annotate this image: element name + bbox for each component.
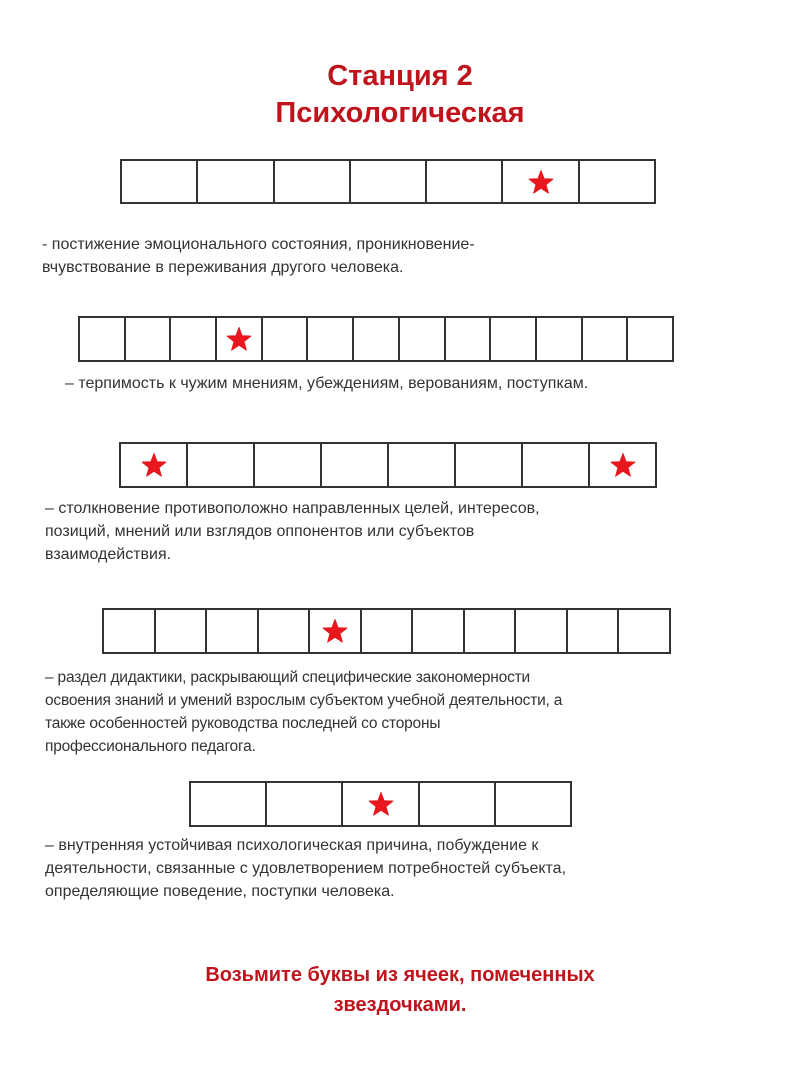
definition-3	[45, 497, 540, 566]
star-shape	[529, 170, 553, 193]
letter-cell[interactable]	[580, 161, 656, 202]
definition-line: – столкновение противоположно направленных целей, интересов,	[45, 500, 540, 517]
letter-cell[interactable]	[427, 161, 503, 202]
letter-cell-starred[interactable]	[343, 783, 419, 825]
letter-cell[interactable]	[259, 610, 311, 652]
letter-cell[interactable]	[583, 318, 629, 360]
letter-cell[interactable]	[126, 318, 172, 360]
star-icon	[610, 452, 636, 478]
crossword-grid-4	[102, 608, 671, 654]
letter-cell-starred[interactable]	[590, 444, 657, 486]
letter-cell[interactable]	[267, 783, 343, 825]
star-icon	[528, 169, 554, 195]
star-shape	[323, 620, 347, 643]
letter-cell[interactable]	[628, 318, 674, 360]
letter-cell[interactable]	[171, 318, 217, 360]
letter-cell[interactable]	[80, 318, 126, 360]
letter-cell[interactable]	[122, 161, 198, 202]
star-icon	[368, 791, 394, 817]
crossword-grid-1	[120, 159, 656, 204]
letter-cell[interactable]	[413, 610, 465, 652]
definition-line: - постижение эмоционального состояния, проникновение-	[42, 236, 475, 253]
letter-cell[interactable]	[523, 444, 590, 486]
crossword-grid-2	[78, 316, 674, 362]
definition-line: взаимодействия.	[45, 546, 172, 563]
definition-line: освоения знаний и умений взрослым субъектом учебной деятельности, а	[45, 692, 563, 709]
letter-cell[interactable]	[354, 318, 400, 360]
star-shape	[611, 454, 635, 477]
letter-cell[interactable]	[104, 610, 156, 652]
letter-cell[interactable]	[275, 161, 351, 202]
definition-2	[65, 372, 588, 395]
crossword-grid-5	[189, 781, 572, 827]
letter-cell[interactable]	[188, 444, 255, 486]
letter-cell-starred[interactable]	[310, 610, 362, 652]
station-subtitle: Психологическая	[275, 97, 525, 129]
star-icon	[226, 326, 252, 352]
letter-cell[interactable]	[207, 610, 259, 652]
star-shape	[227, 328, 251, 351]
definition-line: определяющие поведение, поступки человека.	[45, 883, 395, 900]
definition-line: позиций, мнений или взглядов оппонентов или субъектов	[45, 523, 475, 540]
letter-cell[interactable]	[456, 444, 523, 486]
definition-line: деятельности, связанные с удовлетворением потребностей субъекта,	[45, 860, 567, 877]
letter-cell[interactable]	[491, 318, 537, 360]
letter-cell[interactable]	[568, 610, 620, 652]
letter-cell[interactable]	[351, 161, 427, 202]
crossword-grid-3	[119, 442, 657, 488]
definition-line: – внутренняя устойчивая психологическая причина, побуждение к	[45, 837, 539, 854]
definition-line: также особенностей руководства последней со стороны	[45, 715, 441, 732]
star-shape	[142, 454, 166, 477]
letter-cell[interactable]	[496, 783, 572, 825]
letter-cell-starred[interactable]	[217, 318, 263, 360]
letter-cell[interactable]	[516, 610, 568, 652]
instruction-line: Возьмите буквы из ячеек, помеченных	[205, 964, 595, 986]
letter-cell-starred[interactable]	[121, 444, 188, 486]
star-icon	[141, 452, 167, 478]
letter-cell[interactable]	[446, 318, 492, 360]
letter-cell[interactable]	[537, 318, 583, 360]
instruction-line: звездочками.	[333, 994, 467, 1016]
definition-line: вчувствование в переживания другого человека.	[42, 259, 404, 276]
letter-cell[interactable]	[400, 318, 446, 360]
definition-line: профессионального педагога.	[45, 738, 256, 755]
station-title: Станция 2	[327, 60, 473, 92]
letter-cell[interactable]	[322, 444, 389, 486]
letter-cell[interactable]	[191, 783, 267, 825]
definition-4	[45, 666, 562, 758]
letter-cell[interactable]	[198, 161, 274, 202]
letter-cell[interactable]	[255, 444, 322, 486]
star-shape	[369, 793, 393, 816]
letter-cell[interactable]	[308, 318, 354, 360]
star-icon	[322, 618, 348, 644]
letter-cell[interactable]	[156, 610, 208, 652]
letter-cell[interactable]	[420, 783, 496, 825]
instruction-text	[0, 960, 800, 1020]
definition-1	[42, 233, 475, 279]
definition-line: – терпимость к чужим мнениям, убеждениям, верованиям, поступкам.	[65, 375, 589, 392]
letter-cell[interactable]	[619, 610, 671, 652]
letter-cell[interactable]	[465, 610, 517, 652]
letter-cell[interactable]	[389, 444, 456, 486]
letter-cell[interactable]	[362, 610, 414, 652]
definition-line: – раздел дидактики, раскрывающий специфические закономерности	[45, 669, 530, 686]
letter-cell-starred[interactable]	[503, 161, 579, 202]
letter-cell[interactable]	[263, 318, 309, 360]
definition-5	[45, 834, 566, 903]
